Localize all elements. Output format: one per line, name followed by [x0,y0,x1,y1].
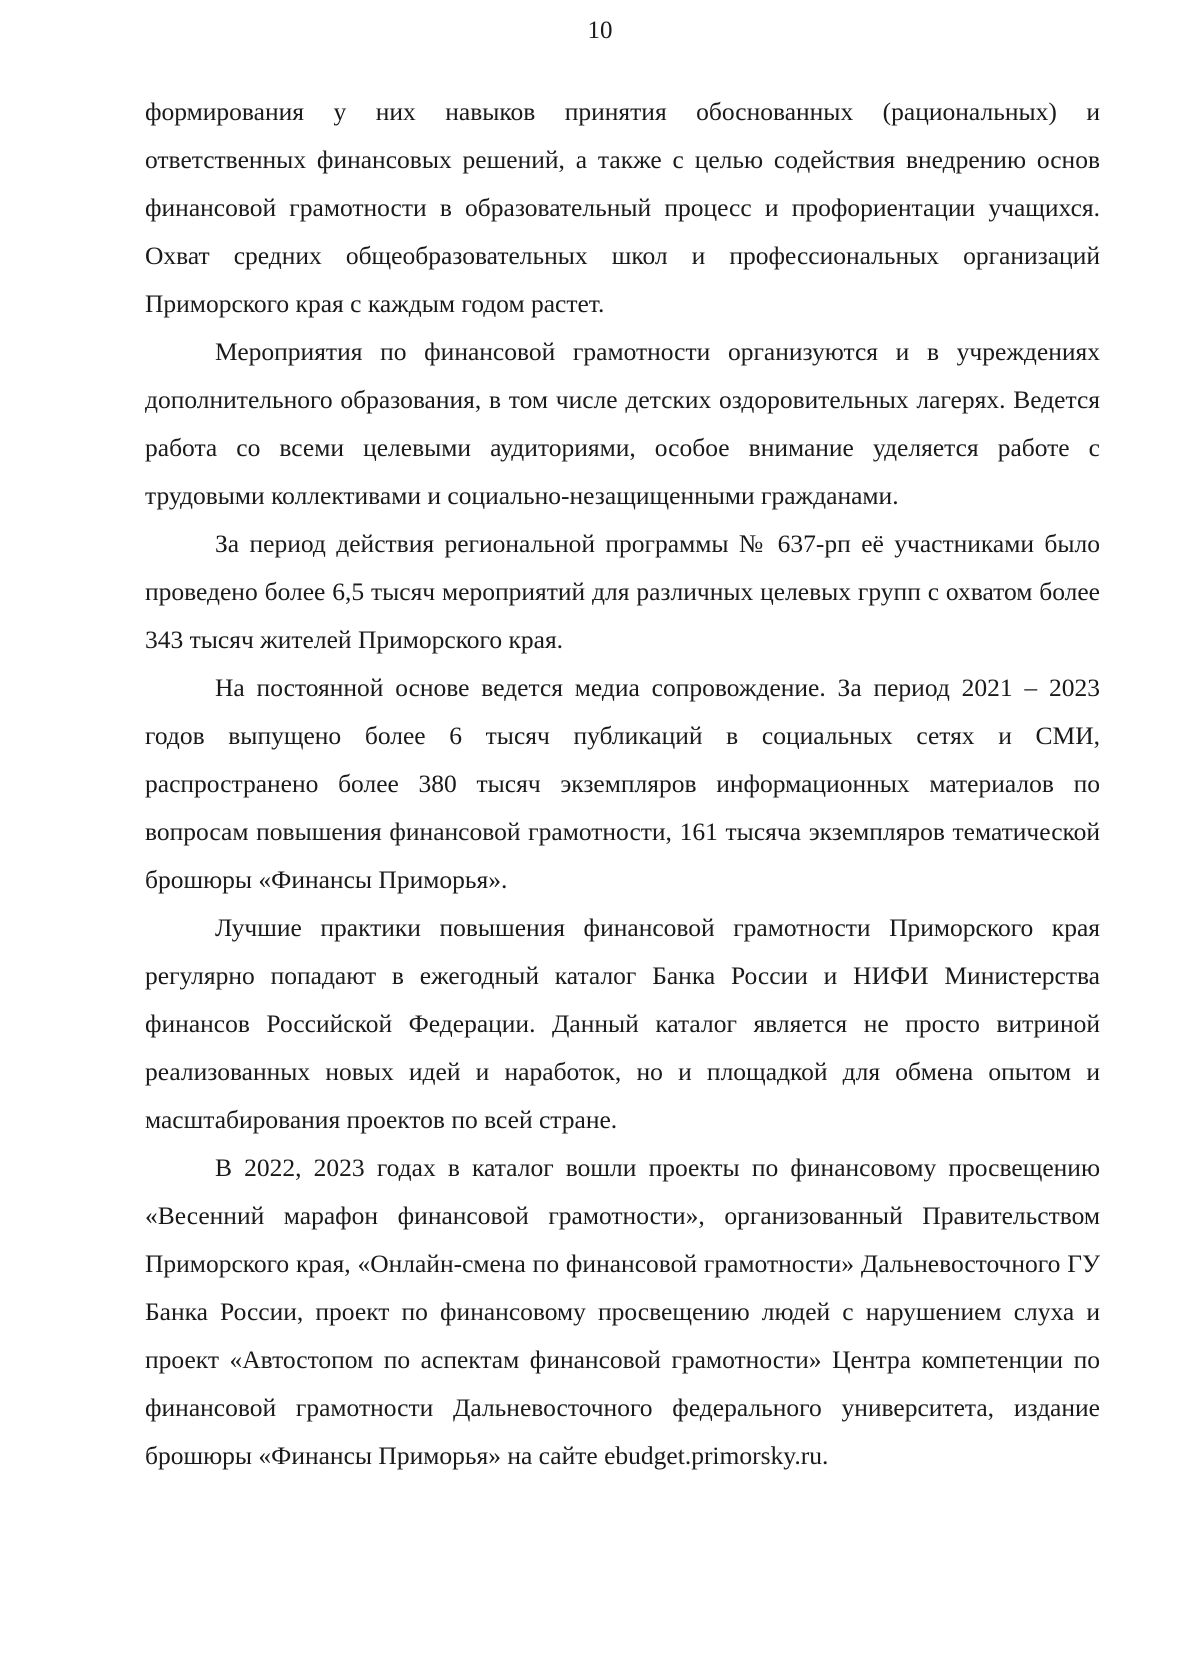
document-body [145,88,1100,1480]
paragraph-4: На постоянной основе ведется медиа сопровождение. За период 2021 – 2023 годов выпущено более 6 тысяч публикаций в социальных сетях и СМИ, распространено более 380 тысяч экземпляров информационных материалов по вопросам повышения финансовой грамотности, 161 тысяча экземпляров тематической брошюры «Финансы Приморья». [145,673,1100,894]
page-number: 10 [587,17,613,44]
paragraph-3: За период действия региональной программы № 637-рп её участниками было проведено более 6,5 тысяч мероприятий для различных целевых групп с охватом более 343 тысяч жителей Приморского края. [145,529,1100,654]
paragraph-5: Лучшие практики повышения финансовой грамотности Приморского края регулярно попадают в ежегодный каталог Банка России и НИФИ Министерства финансов Российской Федерации. Данный каталог является не просто витриной реализованных новых идей и наработок, но и площадкой для обмена опытом и масштабирования проектов по всей стране. [145,913,1100,1134]
paragraph-2: Мероприятия по финансовой грамотности организуются и в учреждениях дополнительного образования, в том числе детских оздоровительных лагерях. Ведется работа со всеми целевыми аудиториями, особое внимание уделяется работе с трудовыми коллективами и социально-незащищенными гражданами. [145,337,1100,510]
paragraph-1: формирования у них навыков принятия обоснованных (рациональных) и ответственных финансовых решений, а также с целью содействия внедрению основ финансовой грамотности в образовательный процесс и профориентации учащихся. Охват средних общеобразовательных школ и профессиональных организаций Приморского края с каждым годом растет. [145,97,1100,318]
paragraph-6: В 2022, 2023 годах в каталог вошли проекты по финансовому просвещению «Весенний марафон финансовой грамотности», организованный Правительством Приморского края, «Онлайн-смена по финансовой грамотности» Дальневосточного ГУ Банка России, проект по финансовому просвещению людей с нарушением слуха и проект «Автостопом по аспектам финансовой грамотности» Центра компетенции по финансовой грамотности Дальневосточного федерального университета, издание брошюры «Финансы Приморья» на сайте ebudget.primorsky.ru. [145,1153,1100,1470]
